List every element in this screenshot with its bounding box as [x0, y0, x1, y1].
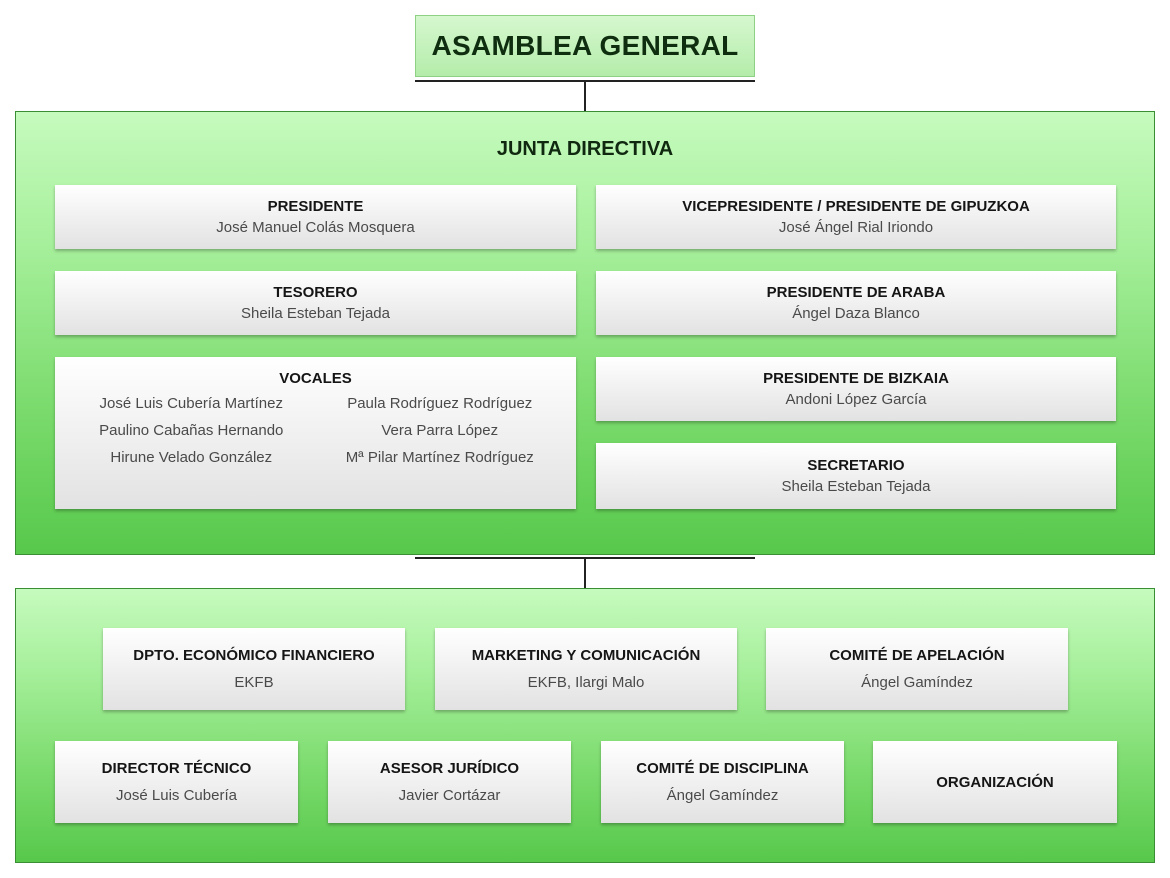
presidente-card	[55, 185, 576, 249]
connector-asamblea-junta	[584, 82, 586, 112]
junta-directiva-title: JUNTA DIRECTIVA	[496, 138, 674, 160]
presidente-araba-card	[596, 271, 1116, 335]
organizacion-card	[873, 741, 1117, 823]
vicepresidente-card	[596, 185, 1116, 249]
asesor-juridico-role: ASESOR JURÍDICO	[379, 760, 520, 777]
tesorero-role: TESORERO	[273, 284, 358, 301]
presidente-bizkaia-name: Andoni López García	[785, 391, 927, 408]
asesor-juridico-name: Javier Cortázar	[398, 787, 501, 804]
connector-junta-departments	[584, 559, 586, 589]
marketing-name: EKFB, Ilargi Malo	[527, 674, 645, 691]
comite-disciplina-role: COMITÉ DE DISCIPLINA	[636, 760, 809, 777]
organizacion-role: ORGANIZACIÓN	[936, 773, 1054, 791]
vocal-member: Paula Rodríguez Rodríguez	[347, 395, 533, 412]
vicepresidente-name: José Ángel Rial Iriondo	[778, 219, 934, 236]
vocales-list	[55, 395, 576, 466]
vicepresidente-role: VICEPRESIDENTE / PRESIDENTE DE GIPUZKOA	[682, 198, 1030, 215]
secretario-card	[596, 443, 1116, 509]
vocal-member: Mª Pilar Martínez Rodríguez	[345, 449, 534, 466]
junta-directiva-panel	[15, 111, 1155, 555]
comite-disciplina-name: Ángel Gamíndez	[666, 787, 779, 804]
dpto-economico-card	[103, 628, 405, 710]
comite-apelacion-name: Ángel Gamíndez	[861, 674, 973, 691]
vocal-member: Vera Parra López	[381, 422, 499, 439]
dpto-economico-role: DPTO. ECONÓMICO FINANCIERO	[133, 647, 375, 664]
presidente-role: PRESIDENTE	[267, 198, 364, 215]
comite-apelacion-card	[766, 628, 1068, 710]
vocales-card	[55, 357, 576, 509]
comite-disciplina-card	[601, 741, 844, 823]
comite-apelacion-role: COMITÉ DE APELACIÓN	[829, 647, 1005, 664]
secretario-name: Sheila Esteban Tejada	[781, 478, 931, 495]
vocales-role: VOCALES	[279, 370, 352, 387]
presidente-bizkaia-card	[596, 357, 1116, 421]
vocal-member: Hirune Velado González	[110, 449, 273, 466]
director-tecnico-card	[55, 741, 298, 823]
tesorero-card	[55, 271, 576, 335]
director-tecnico-name: José Luis Cubería	[116, 787, 237, 804]
presidente-araba-role: PRESIDENTE DE ARABA	[766, 284, 946, 301]
vocal-member: José Luis Cubería Martínez	[99, 395, 283, 412]
vocal-member: Paulino Cabañas Hernando	[99, 422, 284, 439]
dpto-economico-name: EKFB	[234, 674, 274, 691]
asesor-juridico-card	[328, 741, 571, 823]
marketing-role: MARKETING Y COMUNICACIÓN	[471, 647, 701, 664]
presidente-araba-name: Ángel Daza Blanco	[792, 305, 920, 322]
asamblea-general-box	[415, 15, 755, 77]
marketing-card	[435, 628, 737, 710]
presidente-bizkaia-role: PRESIDENTE DE BIZKAIA	[763, 370, 949, 387]
presidente-name: José Manuel Colás Mosquera	[216, 219, 415, 236]
tesorero-name: Sheila Esteban Tejada	[240, 305, 390, 322]
secretario-role: SECRETARIO	[807, 457, 905, 474]
director-tecnico-role: DIRECTOR TÉCNICO	[101, 760, 252, 777]
asamblea-general-label: ASAMBLEA GENERAL	[431, 30, 739, 61]
departments-panel	[15, 588, 1155, 863]
